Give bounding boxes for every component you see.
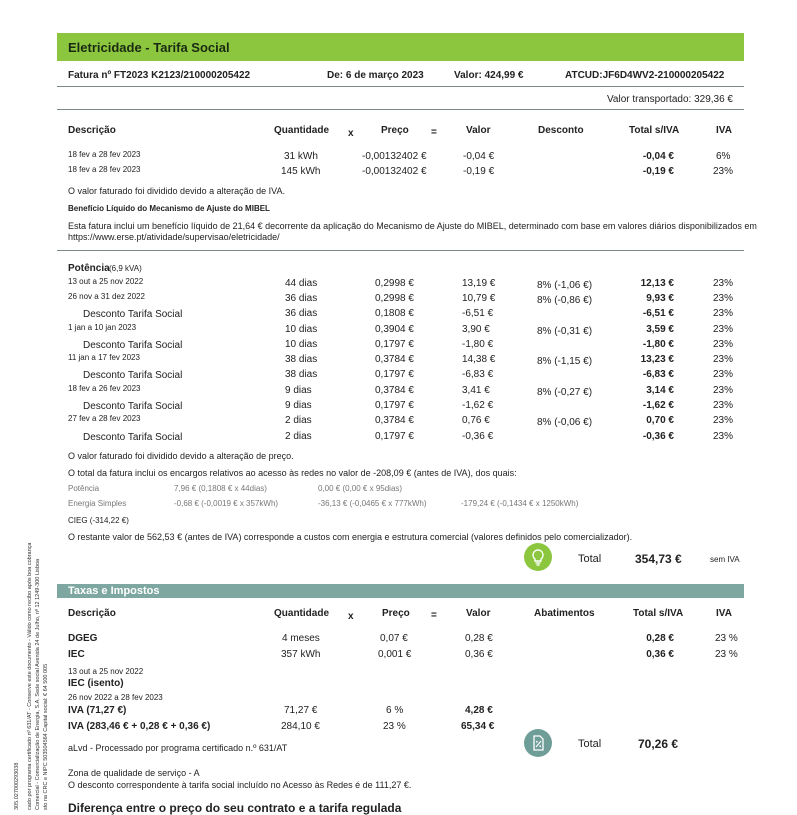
row-price: 0,1797 € (375, 339, 414, 350)
net-energy-c: -179,24 € (-0,1434 € x 1250kWh) (461, 499, 579, 508)
iec-period: 13 out a 25 nov 2022 (68, 667, 144, 676)
lightbulb-icon (524, 543, 552, 571)
net-energy-label: Energia Simples (68, 499, 127, 508)
row-value: -0,04 € (463, 151, 495, 162)
row-price: 0,2998 € (375, 293, 414, 304)
iva-label: IVA (283,46 € + 0,28 € + 0,36 €) (68, 721, 211, 732)
row-period: 1 jan a 10 jan 2023 (68, 323, 137, 332)
row-value: -1,62 € (462, 400, 494, 411)
row-price: 0,2998 € (375, 278, 414, 289)
total-label: Total (578, 553, 602, 565)
col-header-x: x (348, 128, 354, 139)
row-discount: 8% (-1,06 €) (537, 280, 593, 291)
row-price: 0,1808 € (375, 308, 414, 319)
divider (57, 109, 744, 110)
row-vat: 23% (713, 431, 734, 442)
tax-label: DGEG (68, 633, 98, 644)
row-period: 18 fev a 28 fev 2023 (68, 150, 141, 159)
tax-price: 0,07 € (380, 633, 408, 644)
row-period: 11 jan a 17 fev 2023 (68, 353, 140, 362)
row-period: 18 fev a 26 fev 2023 (68, 384, 141, 393)
tax-col-description: Descrição (68, 608, 116, 619)
row-value: -1,80 € (462, 339, 494, 350)
row-quantity: 2 dias (285, 415, 312, 426)
benefit-title: Benefício Líquido do Mecanismo de Ajuste do MIBEL (68, 204, 270, 213)
row-quantity: 31 kWh (284, 151, 318, 162)
row-vat: 23% (713, 369, 734, 380)
iva-value: 65,34 € (461, 721, 495, 732)
row-quantity: 36 dias (285, 308, 318, 319)
row-vat: 23% (713, 415, 734, 426)
row-vat: 23% (713, 385, 734, 396)
side-line-3: sto na CRC e NIPC 503504564 Capital social: € 64 500 005 (43, 663, 49, 810)
tax-total-label: Total (578, 738, 602, 750)
row-quantity: 44 dias (285, 278, 318, 289)
row-total: -1,62 € (642, 400, 674, 411)
tax-col-value: Valor (466, 608, 491, 619)
row-quantity: 2 dias (285, 431, 312, 442)
row-vat: 6% (716, 151, 731, 162)
row-vat: 23% (713, 400, 734, 411)
row-price: 0,3784 € (375, 354, 414, 365)
row-quantity: 38 dias (285, 369, 318, 380)
row-discount: 8% (-0,06 €) (537, 417, 593, 428)
row-label: Desconto Tarifa Social (83, 340, 183, 351)
row-quantity: 9 dias (285, 385, 312, 396)
row-label: Desconto Tarifa Social (83, 309, 183, 320)
transported-value: Valor transportado: 329,36 € (606, 94, 733, 105)
row-period: 27 fev a 28 fev 2023 (68, 414, 141, 423)
row-quantity: 9 dias (285, 400, 312, 411)
section-header-taxes (57, 584, 744, 598)
side-line-1: cado por programa certificado nº 631/AT - Conserve este documento - Válido como recibo após boa cobrança (27, 542, 33, 810)
taxes-title: Taxas e Impostos (68, 585, 160, 597)
row-vat: 23% (713, 308, 734, 319)
tax-total: 0,28 € (646, 633, 674, 644)
iva-rate: 6 % (386, 705, 404, 716)
row-quantity: 145 kWh (281, 166, 321, 177)
net-power-b: 0,00 € (0,00 € x 95dias) (318, 484, 403, 493)
row-price: 0,3784 € (375, 385, 414, 396)
col-header-equals: = (431, 127, 437, 138)
row-value: 0,76 € (462, 415, 490, 426)
invoice-number: Fatura nº FT2023 K2123/210000205422 (68, 70, 251, 81)
tax-label: IEC (68, 649, 85, 660)
benefit-link[interactable]: https://www.erse.pt/atividade/supervisao/eletricidade/ (68, 232, 280, 242)
iva-period: 26 nov 2022 a 28 fev 2023 (68, 693, 163, 702)
row-discount: 8% (-0,27 €) (537, 387, 593, 398)
row-vat: 23% (713, 354, 734, 365)
tax-total-value: 70,26 € (638, 737, 679, 751)
iva-base: 284,10 € (281, 721, 320, 732)
tax-quantity: 357 kWh (281, 649, 321, 660)
net-power-a: 7,96 € (0,1808 € x 44dias) (174, 484, 267, 493)
row-total: 3,14 € (646, 385, 674, 396)
row-quantity: 10 dias (285, 324, 318, 335)
iec-exempt: IEC (isento) (68, 678, 124, 689)
side-code: 305.027000293038 (14, 762, 20, 810)
difference-heading: Diferença entre o preço do seu contrato e a tarifa regulada (68, 801, 402, 815)
iva-value: 4,28 € (465, 705, 493, 716)
service-zone: Zona de qualidade de serviço - A (68, 768, 200, 778)
net-energy-b: -36,13 € (-0,0465 € x 777kWh) (318, 499, 427, 508)
tax-col-vat: IVA (716, 608, 732, 619)
row-total: -6,83 € (642, 369, 674, 380)
row-period: 18 fev a 28 fev 2023 (68, 165, 141, 174)
row-total: -0,04 € (642, 151, 674, 162)
row-value: 13,19 € (462, 278, 496, 289)
col-header-total: Total s/IVA (629, 125, 680, 136)
note-vat-split: O valor faturado foi dividido devido a alteração de IVA. (68, 186, 285, 196)
row-vat: 23% (713, 278, 734, 289)
invoice-value: Valor: 424,99 € (454, 70, 524, 81)
row-vat: 23% (713, 293, 734, 304)
row-price: -0,00132402 € (362, 166, 427, 177)
tax-price: 0,001 € (378, 649, 412, 660)
invoice-date: De: 6 de março 2023 (327, 70, 424, 81)
power-title: Potência (68, 263, 110, 274)
col-header-price: Preço (381, 125, 409, 136)
tax-col-discounts: Abatimentos (534, 608, 595, 619)
net-energy-a: -0,68 € (-0,0019 € x 357kWh) (174, 499, 279, 508)
row-quantity: 36 dias (285, 293, 318, 304)
tax-vat: 23 % (715, 649, 738, 660)
row-vat: 23% (713, 339, 734, 350)
tax-col-equals: = (431, 610, 437, 621)
row-value: 10,79 € (462, 293, 496, 304)
iva-rate: 23 % (383, 721, 406, 732)
row-quantity: 38 dias (285, 354, 318, 365)
row-value: 14,38 € (462, 354, 496, 365)
tax-total: 0,36 € (646, 649, 674, 660)
processed-note: aLvd - Processado por programa certificado n.º 631/AT (68, 743, 288, 753)
row-total: 0,70 € (646, 415, 674, 426)
row-label: Desconto Tarifa Social (83, 432, 183, 443)
row-price: 0,1797 € (375, 431, 414, 442)
invoice-atcud: ATCUD:JF6D4WV2-210000205422 (565, 70, 725, 81)
row-vat: 23% (713, 166, 734, 177)
social-discount-note: O desconto correspondente à tarifa social incluído no Acesso às Redes é de 111,27 €. (68, 780, 412, 790)
row-total: -6,51 € (642, 308, 674, 319)
benefit-text: Esta fatura inclui um benefício líquido de 21,64 € decorrente da aplicação do Mecanismo de Ajuste do MIBEL, determinado com base em valores diários disponibilizados em (68, 221, 757, 231)
row-period: 13 out a 25 nov 2022 (68, 277, 144, 286)
row-price: 0,3904 € (375, 324, 414, 335)
tax-quantity: 4 meses (282, 633, 320, 644)
col-header-quantity: Quantidade (274, 125, 330, 136)
row-total: 12,13 € (640, 278, 674, 289)
tax-col-x: x (348, 611, 354, 622)
row-total: 13,23 € (640, 354, 674, 365)
col-header-vat: IVA (716, 125, 732, 136)
divider (57, 86, 744, 87)
divider (57, 250, 744, 251)
row-quantity: 10 dias (285, 339, 318, 350)
side-legal-text (14, 460, 62, 810)
note-price-split: O valor faturado foi dividido devido a alteração de preço. (68, 451, 294, 461)
section-header-electricity (57, 33, 744, 61)
row-value: 3,41 € (462, 385, 490, 396)
row-value: -0,36 € (462, 431, 494, 442)
row-discount: 8% (-1,15 €) (537, 356, 593, 367)
side-line-2: Comercial - Comercialização de Energia, S.A. Sede social Avenida 24 de Julho, nº 12 1249-300 Lisboa (35, 558, 41, 810)
tax-col-price: Preço (382, 608, 410, 619)
iva-label: IVA (71,27 €) (68, 705, 127, 716)
row-total: 9,93 € (646, 293, 674, 304)
tax-value: 0,28 € (465, 633, 493, 644)
tax-document-icon (524, 729, 552, 757)
row-discount: 8% (-0,86 €) (537, 295, 593, 306)
row-price: 0,1797 € (375, 369, 414, 380)
power-kva: (6,9 kVA) (109, 264, 142, 273)
tax-col-quantity: Quantidade (274, 608, 330, 619)
section-title: Eletricidade - Tarifa Social (68, 40, 230, 55)
row-total: -0,19 € (642, 166, 674, 177)
col-header-discount: Desconto (538, 125, 584, 136)
row-price: -0,00132402 € (362, 151, 427, 162)
net-power-label: Potência (68, 484, 100, 493)
net-cieg: CIEG (-314,22 €) (68, 516, 129, 525)
row-value: 3,90 € (462, 324, 490, 335)
total-value: 354,73 € (635, 552, 682, 566)
row-price: 0,1797 € (375, 400, 414, 411)
row-label: Desconto Tarifa Social (83, 370, 183, 381)
tax-value: 0,36 € (465, 649, 493, 660)
row-value: -0,19 € (463, 166, 495, 177)
row-value: -6,83 € (462, 369, 494, 380)
row-discount: 8% (-0,31 €) (537, 326, 593, 337)
row-total: -0,36 € (642, 431, 674, 442)
network-charges-text: O total da fatura inclui os encargos relativos ao acesso às redes no valor de -208,09 € (antes de IVA), dos quais: (68, 468, 517, 478)
row-total: 3,59 € (646, 324, 674, 335)
col-header-description: Descrição (68, 125, 116, 136)
row-value: -6,51 € (462, 308, 494, 319)
row-period: 26 nov a 31 dez 2022 (68, 292, 145, 301)
tax-col-total: Total s/IVA (633, 608, 684, 619)
col-header-value: Valor (466, 125, 491, 136)
row-price: 0,3784 € (375, 415, 414, 426)
tax-vat: 23 % (715, 633, 738, 644)
total-note: sem IVA (710, 555, 740, 564)
remaining-text: O restante valor de 562,53 € (antes de IVA) corresponde a custos com energia e estrutura comercial (valores definidos pelo comercializador). (68, 532, 633, 542)
row-label: Desconto Tarifa Social (83, 401, 183, 412)
iva-base: 71,27 € (284, 705, 318, 716)
row-total: -1,80 € (642, 339, 674, 350)
row-vat: 23% (713, 324, 734, 335)
